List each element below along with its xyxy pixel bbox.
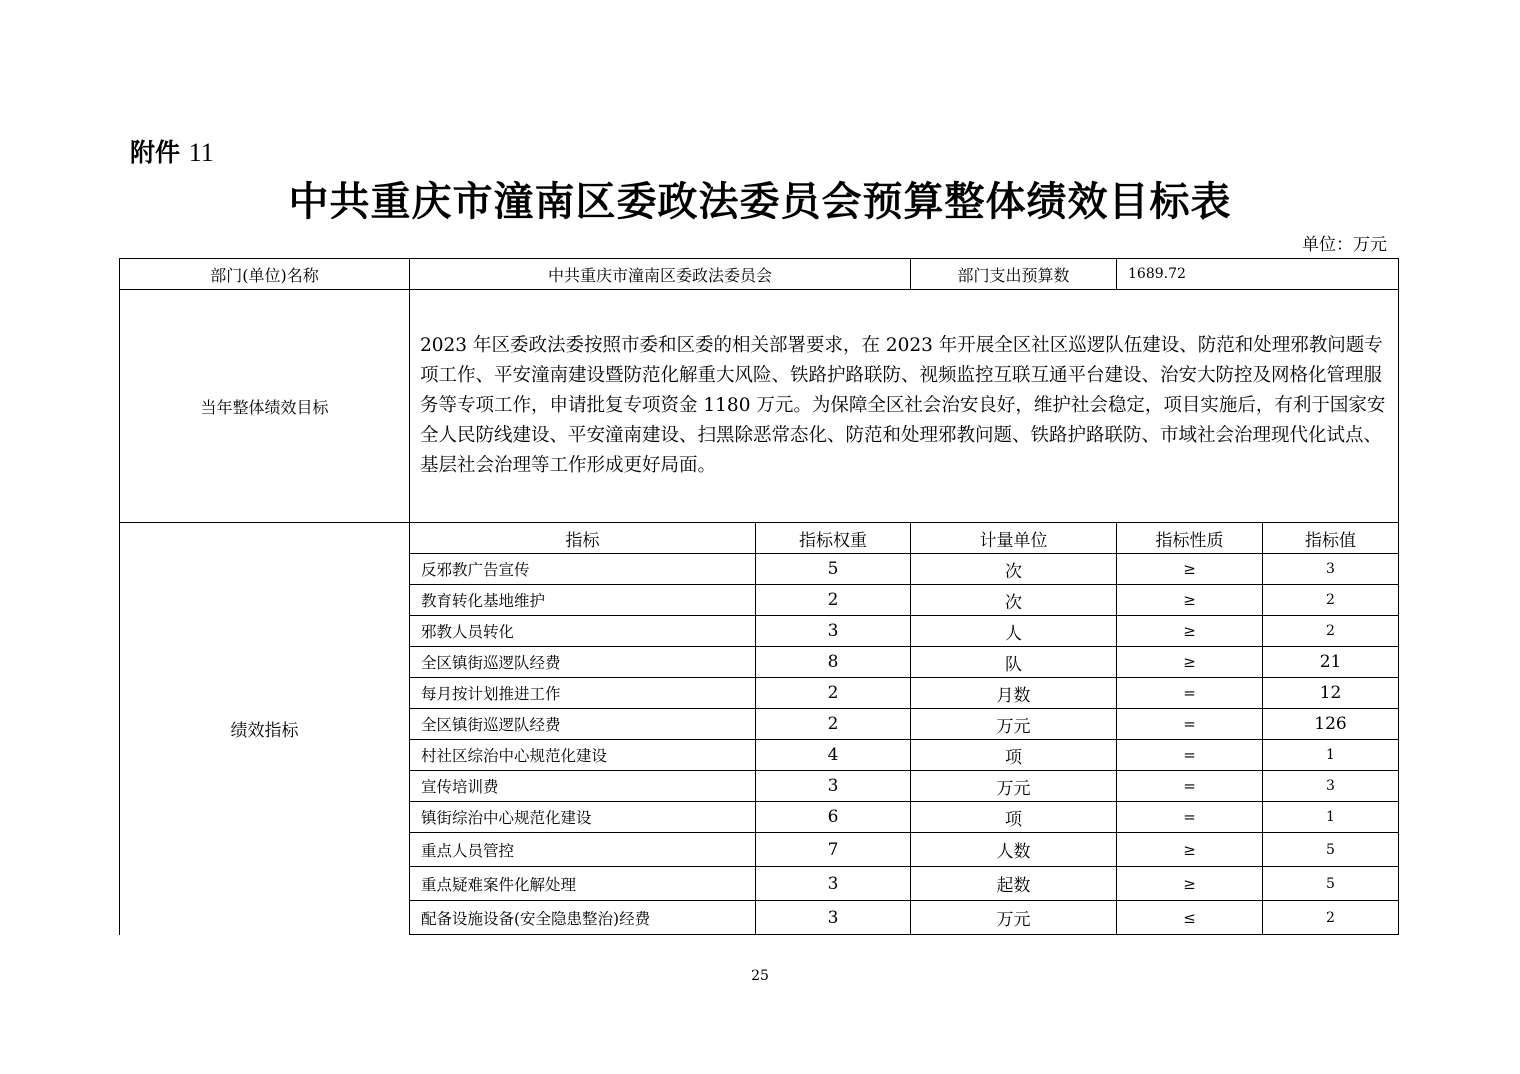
- indicator-unit: 项: [911, 802, 1117, 833]
- indicator-nature: ≥: [1117, 833, 1263, 867]
- indicator-name: 每月按计划推进工作: [410, 678, 756, 709]
- indicator-name: 全区镇街巡逻队经费: [410, 647, 756, 678]
- indicator-nature: ≥: [1117, 647, 1263, 678]
- indicator-unit: 次: [911, 554, 1117, 585]
- indicator-header-row: [120, 523, 1399, 554]
- indicator-unit: 月数: [911, 678, 1117, 709]
- indicator-value: 1: [1263, 802, 1399, 833]
- goal-label: 当年整体绩效目标: [120, 290, 410, 523]
- indicator-unit: 队: [911, 647, 1117, 678]
- col-header-unit: 计量单位: [911, 523, 1117, 554]
- indicator-value: 21: [1263, 647, 1399, 678]
- indicator-unit: 万元: [911, 709, 1117, 740]
- dept-name-label: 部门(单位)名称: [120, 259, 410, 290]
- performance-table: [119, 258, 1399, 935]
- indicator-name: 重点疑难案件化解处理: [410, 867, 756, 901]
- page-title: 中共重庆市潼南区委政法委员会预算整体绩效目标表: [288, 179, 1232, 225]
- indicator-value: 12: [1263, 678, 1399, 709]
- indicator-nature: ≥: [1117, 867, 1263, 901]
- indicator-weight: 3: [756, 901, 911, 935]
- indicator-nature: =: [1117, 709, 1263, 740]
- indicator-weight: 2: [756, 585, 911, 616]
- indicator-name: 全区镇街巡逻队经费: [410, 709, 756, 740]
- indicator-nature: ≥: [1117, 554, 1263, 585]
- indicator-unit: 次: [911, 585, 1117, 616]
- indicator-name: 反邪教广告宣传: [410, 554, 756, 585]
- indicator-nature: ≥: [1117, 585, 1263, 616]
- budget-label: 部门支出预算数: [911, 259, 1117, 290]
- indicator-weight: 2: [756, 709, 911, 740]
- indicator-weight: 6: [756, 802, 911, 833]
- indicator-weight: 5: [756, 554, 911, 585]
- indicator-name: 村社区综治中心规范化建设: [410, 740, 756, 771]
- annex-text: 附件: [130, 138, 181, 167]
- indicator-nature: =: [1117, 771, 1263, 802]
- col-header-weight: 指标权重: [756, 523, 911, 554]
- indicator-weight: 8: [756, 647, 911, 678]
- annex-label: [130, 133, 214, 169]
- indicator-name: 镇街综治中心规范化建设: [410, 802, 756, 833]
- indicator-name: 教育转化基地维护: [410, 585, 756, 616]
- indicator-value: 3: [1263, 771, 1399, 802]
- col-header-indicator: 指标: [410, 523, 756, 554]
- indicator-name: 重点人员管控: [410, 833, 756, 867]
- dept-name-value: 中共重庆市潼南区委政法委员会: [410, 259, 911, 290]
- indicator-unit: 人数: [911, 833, 1117, 867]
- indicator-weight: 3: [756, 867, 911, 901]
- indicator-value: 2: [1263, 901, 1399, 935]
- indicator-name: 邪教人员转化: [410, 616, 756, 647]
- indicator-name: 宣传培训费: [410, 771, 756, 802]
- header-row: [120, 259, 1399, 290]
- indicator-weight: 2: [756, 678, 911, 709]
- indicator-value: 5: [1263, 833, 1399, 867]
- col-header-nature: 指标性质: [1117, 523, 1263, 554]
- goal-text: 2023 年区委政法委按照市委和区委的相关部署要求，在 2023 年开展全区社区巡逻队伍建设、防范和处理邪教问题专项工作、平安潼南建设暨防范化解重大风险、铁路护路联防、视频监控互联互通平台建设、治安大防控及网格化管理服务等专项工作，申请批复专项资金 1180 万元。为保障全区社会治安良好，维护社会稳定，项目实施后，有利于国家安全人民防线建设、平安潼南建设、扫黑除恶常态化、防范和处理邪教问题、铁路护路联防、市域社会治理现代化试点、基层社会治理等工作形成更好局面。: [410, 290, 1399, 523]
- indicator-value: 126: [1263, 709, 1399, 740]
- goal-row: [120, 290, 1399, 523]
- indicator-weight: 4: [756, 740, 911, 771]
- page-number: 25: [751, 968, 769, 984]
- col-header-value: 指标值: [1263, 523, 1399, 554]
- indicator-value: 1: [1263, 740, 1399, 771]
- unit-note: 单位：万元: [1302, 235, 1387, 255]
- indicator-unit: 项: [911, 740, 1117, 771]
- budget-value: 1689.72: [1117, 259, 1399, 290]
- indicator-name: 配备设施设备(安全隐患整治)经费: [410, 901, 756, 935]
- indicator-nature: =: [1117, 802, 1263, 833]
- indicator-unit: 起数: [911, 867, 1117, 901]
- indicator-value: 2: [1263, 616, 1399, 647]
- indicator-value: 2: [1263, 585, 1399, 616]
- indicator-weight: 3: [756, 771, 911, 802]
- annex-number: 11: [188, 138, 214, 167]
- indicator-unit: 万元: [911, 771, 1117, 802]
- indicator-nature: =: [1117, 740, 1263, 771]
- indicator-unit: 人: [911, 616, 1117, 647]
- indicator-weight: 7: [756, 833, 911, 867]
- indicator-value: 5: [1263, 867, 1399, 901]
- indicator-nature: =: [1117, 678, 1263, 709]
- indicator-unit: 万元: [911, 901, 1117, 935]
- indicator-nature: ≤: [1117, 901, 1263, 935]
- indicator-section-label: 绩效指标: [120, 523, 410, 935]
- indicator-nature: ≥: [1117, 616, 1263, 647]
- indicator-value: 3: [1263, 554, 1399, 585]
- indicator-weight: 3: [756, 616, 911, 647]
